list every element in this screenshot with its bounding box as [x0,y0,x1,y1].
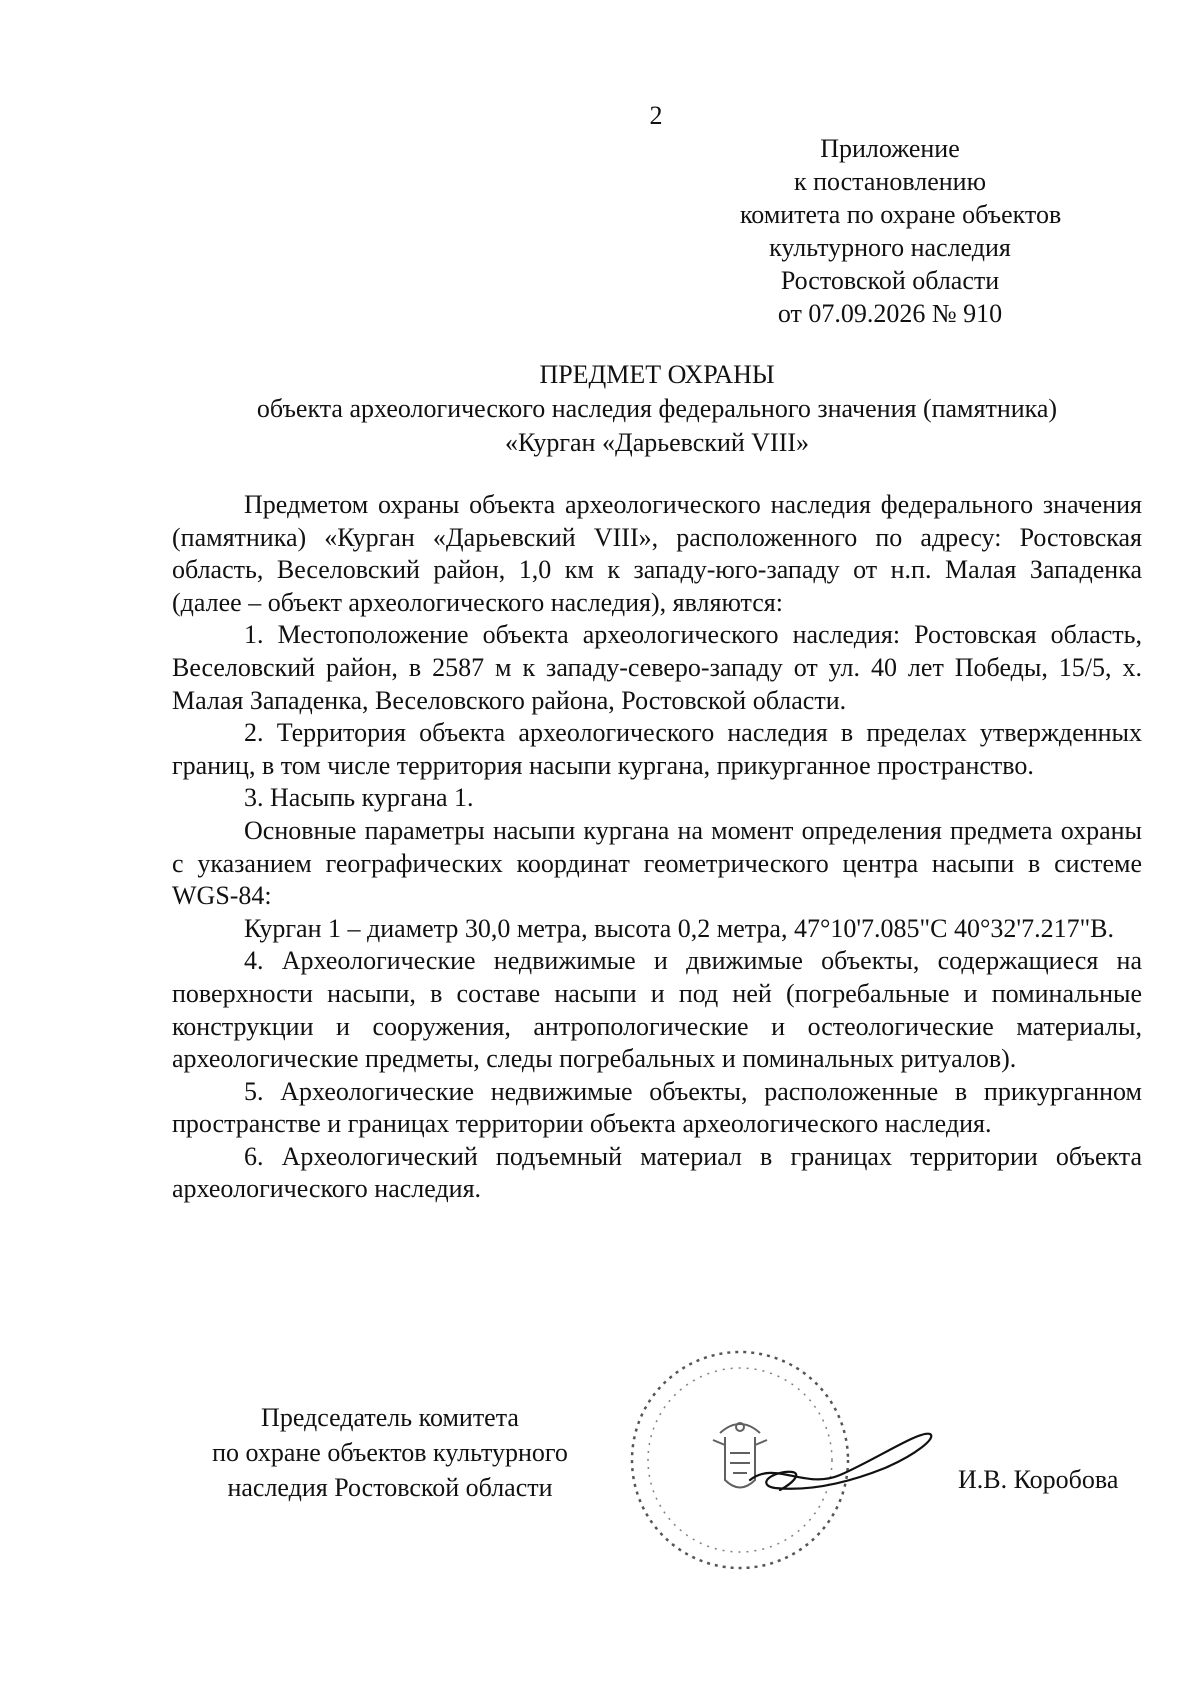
title-subtitle: объекта археологического наследия федерального значения (памятника) [256,394,1058,423]
signatory-position-line: наследия Ростовской области [227,1473,553,1502]
body-paragraph: 6. Археологический подъемный материал в границах территории объекта археологического наследия. [172,1141,1142,1204]
title-object-name: «Курган «Дарьевский VIII» [504,428,810,457]
appendix-date-number: от 07.09.2026 № 910 [777,299,1003,328]
signatory-position [180,1400,600,1505]
title-heading: ПРЕДМЕТ ОХРАНЫ [539,360,775,389]
appendix-line: к постановлению [793,167,987,196]
body-paragraph: 3. Насыпь кургана 1. [244,783,474,813]
signatory-name: И.В. Коробова [958,1465,1119,1494]
body-paragraph: 4. Археологические недвижимые и движимые объекты, содержащиеся на поверхности насыпи, в составе насыпи и под ней (погребальные и поминальные конструкции и сооружения, антропологические и остеологические материалы, археологические предметы, следы погребальных и поминальных ритуалов). [172,946,1142,1074]
body-paragraph: Основные параметры насыпи кургана на момент определения предмета охраны с указанием географических координат геометрического центра насыпи в системе WGS-84: [172,815,1142,911]
body-paragraph: 2. Территория объекта археологического наследия в пределах утвержденных границ, в том числе территория насыпи кургана, прикурганное пространство. [172,718,1142,780]
appendix-line: комитета по охране объектов [740,200,1062,229]
appendix-block [740,132,1062,330]
handwritten-signature [745,1420,935,1520]
body-paragraph: Предметом охраны объекта археологического наследия федерального значения (памятника) «Курган «Дарьевский VIII», расположенного по адресу: Ростовская область, Веселовский район, 1,0 км к западу-юго-западу от н.п. Малая Западенка (далее – объект археологического наследия), являются: [172,490,1142,617]
page-number: 2 [649,101,663,130]
body-paragraph: 5. Археологические недвижимые объекты, расположенные в прикурганном пространстве и границах территории объекта археологического наследия. [172,1076,1142,1139]
appendix-line: Приложение [820,134,960,163]
document-title [172,358,1142,460]
appendix-line: культурного наследия [769,233,1011,262]
signatory-position-line: Председатель комитета [261,1403,519,1432]
signatory-position-line: по охране объектов культурного [212,1438,568,1467]
appendix-line: Ростовской области [780,266,1000,295]
document-body [172,489,1142,1206]
body-paragraph: Курган 1 – диаметр 30,0 метра, высота 0,2 метра, 47°10'7.085"С 40°32'7.217"В. [244,913,1115,943]
body-paragraph: 1. Местоположение объекта археологического наследия: Ростовская область, Веселовский район, в 2587 м к западу-северо-западу от ул. 40 лет Победы, 15/5, х. Малая Западенка, Веселовского района, Ростовской области. [172,620,1142,715]
